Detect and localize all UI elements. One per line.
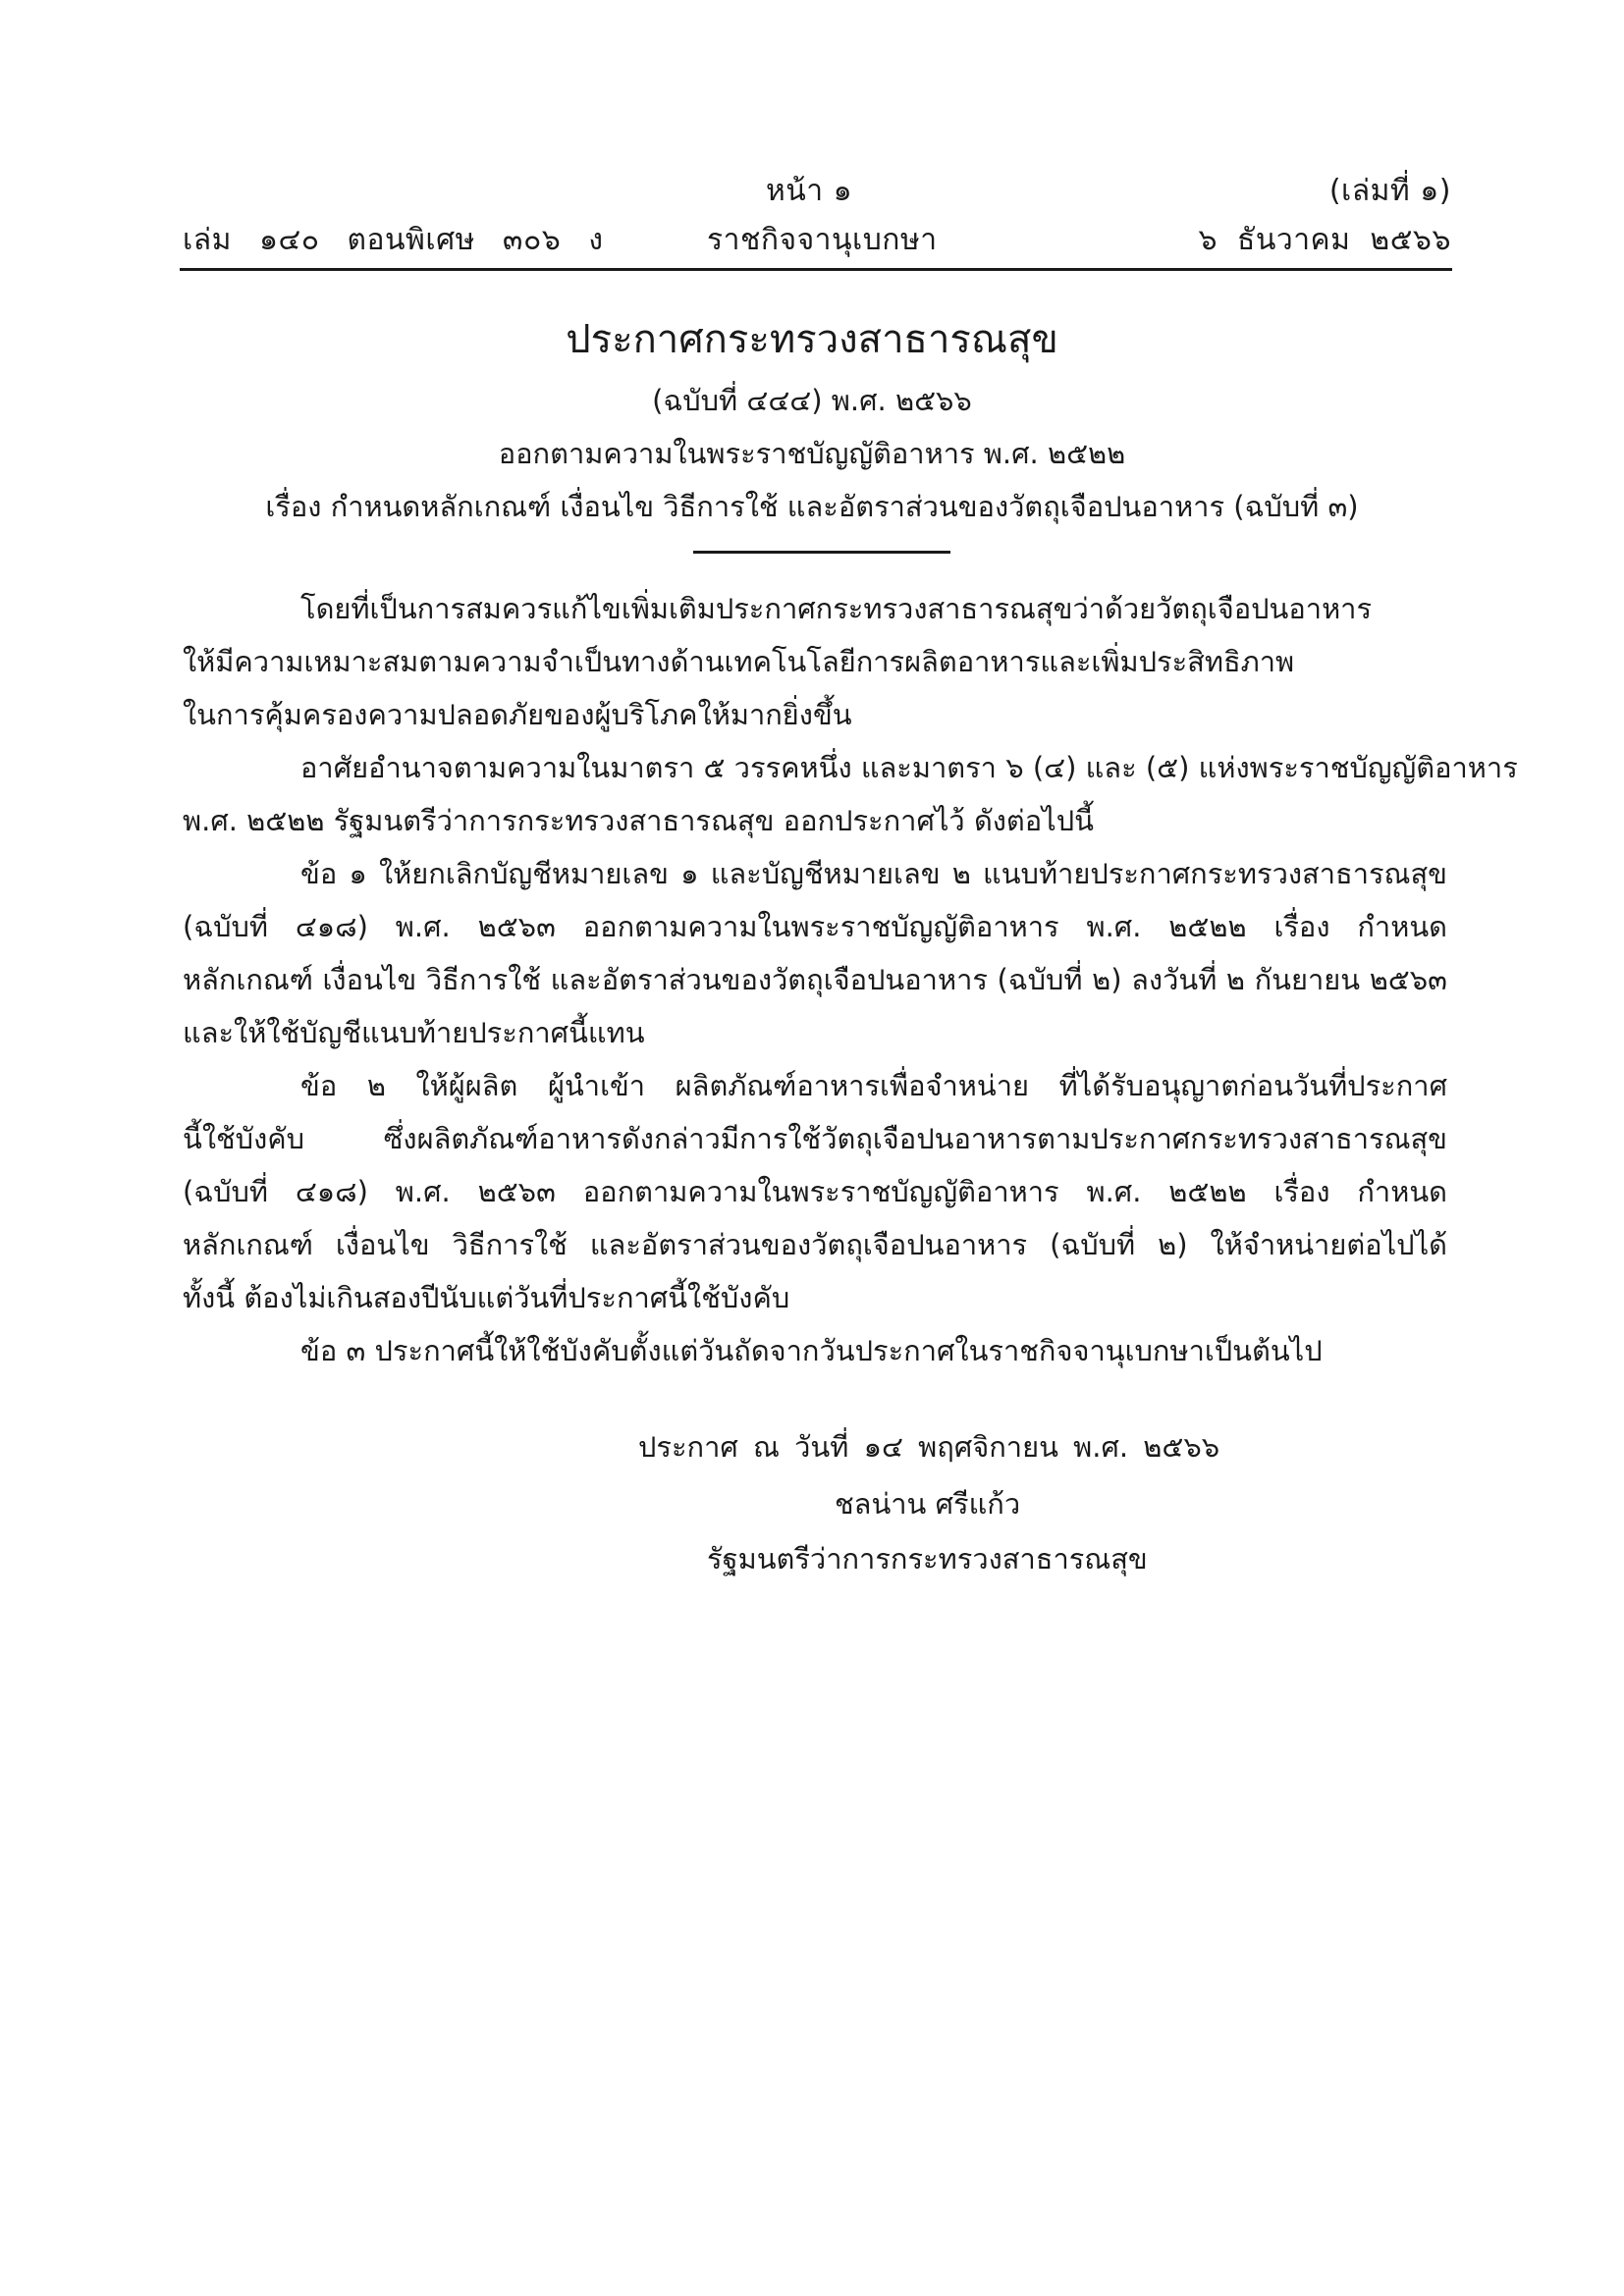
body-line-2: ให้มีความเหมาะสมตามความจำเป็นทางด้านเทคโนโลยีการผลิตอาหารและเพิ่มประสิทธิภาพ <box>183 645 1295 678</box>
announcement-number: (ฉบับที่ ๔๔๔) พ.ศ. ๒๕๖๖ <box>652 384 972 417</box>
announcement-date: ประกาศ ณ วันที่ ๑๔ พฤศจิกายน พ.ศ. ๒๕๖๖ <box>638 1430 1220 1464</box>
clause-2-line-4: หลักเกณฑ์ เงื่อนไข วิธีการใช้ และอัตราส่วนของวัตถุเจือปนอาหาร (ฉบับที่ ๒) ให้จำหน่ายต่อไปได้ <box>183 1228 1447 1261</box>
clause-1-line-3: หลักเกณฑ์ เงื่อนไข วิธีการใช้ และอัตราส่วนของวัตถุเจือปนอาหาร (ฉบับที่ ๒) ลงวันที่ ๒ กันยายน ๒๕๖๓ <box>183 963 1447 996</box>
body-line-1: โดยที่เป็นการสมควรแก้ไขเพิ่มเติมประกาศกระทรวงสาธารณสุขว่าด้วยวัตถุเจือปนอาหาร <box>300 592 1373 625</box>
clause-2-line-3: (ฉบับที่ ๔๑๘) พ.ศ. ๒๕๖๓ ออกตามความในพระราชบัญญัติอาหาร พ.ศ. ๒๕๒๒ เรื่อง กำหนด <box>183 1175 1447 1208</box>
clause-2-line-1: ข้อ ๒ ให้ผู้ผลิต ผู้นำเข้า ผลิตภัณฑ์อาหารเพื่อจำหน่าย ที่ได้รับอนุญาตก่อนวันที่ประกาศ <box>300 1069 1447 1102</box>
clause-1-line-1: ข้อ ๑ ให้ยกเลิกบัญชีหมายเลข ๑ และบัญชีหมายเลข ๒ แนบท้ายประกาศกระทรวงสาธารณสุข <box>300 857 1447 890</box>
clause-2-line-5: ทั้งนี้ ต้องไม่เกินสองปีนับแต่วันที่ประกาศนี้ใช้บังคับ <box>183 1281 790 1314</box>
clause-1-line-2: (ฉบับที่ ๔๑๘) พ.ศ. ๒๕๖๓ ออกตามความในพระราชบัญญัติอาหาร พ.ศ. ๒๕๒๒ เรื่อง กำหนด <box>183 910 1447 943</box>
body-line-5: พ.ศ. ๒๕๒๒ รัฐมนตรีว่าการกระทรวงสาธารณสุข ออกประกาศไว้ ดังต่อไปนี้ <box>183 804 1094 837</box>
page-number: หน้า ๑ <box>766 174 853 208</box>
volume-label: (เล่มที่ ๑) <box>1328 174 1451 208</box>
authority-line: ออกตามความในพระราชบัญญัติอาหาร พ.ศ. ๒๕๒๒ <box>498 437 1126 470</box>
page-title: ประกาศกระทรวงสาธารณสุข <box>566 317 1058 362</box>
issue-date: ๖ ธันวาคม ๒๕๖๖ <box>1198 223 1451 257</box>
body-line-3: ในการคุ้มครองความปลอดภัยของผู้บริโภคให้มากยิ่งขึ้น <box>183 698 852 731</box>
signatory-position: รัฐมนตรีว่าการกระทรวงสาธารณสุข <box>707 1542 1148 1575</box>
gazette-name: ราชกิจจานุเบกษา <box>707 223 938 257</box>
signatory-name: ชลน่าน ศรีแก้ว <box>835 1487 1021 1521</box>
clause-2-line-2: นี้ใช้บังคับ ซึ่งผลิตภัณฑ์อาหารดังกล่าวมีการใช้วัตถุเจือปนอาหารตามประกาศกระทรวงสาธารณสุข <box>183 1122 1447 1155</box>
clause-1-line-4: และให้ใช้บัญชีแนบท้ายประกาศนี้แทน <box>183 1016 645 1049</box>
issue-reference: เล่ม ๑๔๐ ตอนพิเศษ ๓๐๖ ง <box>183 223 604 257</box>
title-divider <box>693 551 950 554</box>
clause-3-line-1: ข้อ ๓ ประกาศนี้ให้ใช้บังคับตั้งแต่วันถัดจากวันประกาศในราชกิจจานุเบกษาเป็นต้นไป <box>300 1334 1323 1367</box>
header-rule <box>180 268 1452 271</box>
subject-line: เรื่อง กำหนดหลักเกณฑ์ เงื่อนไข วิธีการใช้ และอัตราส่วนของวัตถุเจือปนอาหาร (ฉบับที่ ๓) <box>265 490 1359 523</box>
body-line-4: อาศัยอำนาจตามความในมาตรา ๕ วรรคหนึ่ง และมาตรา ๖ (๔) และ (๕) แห่งพระราชบัญญัติอาหาร <box>300 751 1518 784</box>
